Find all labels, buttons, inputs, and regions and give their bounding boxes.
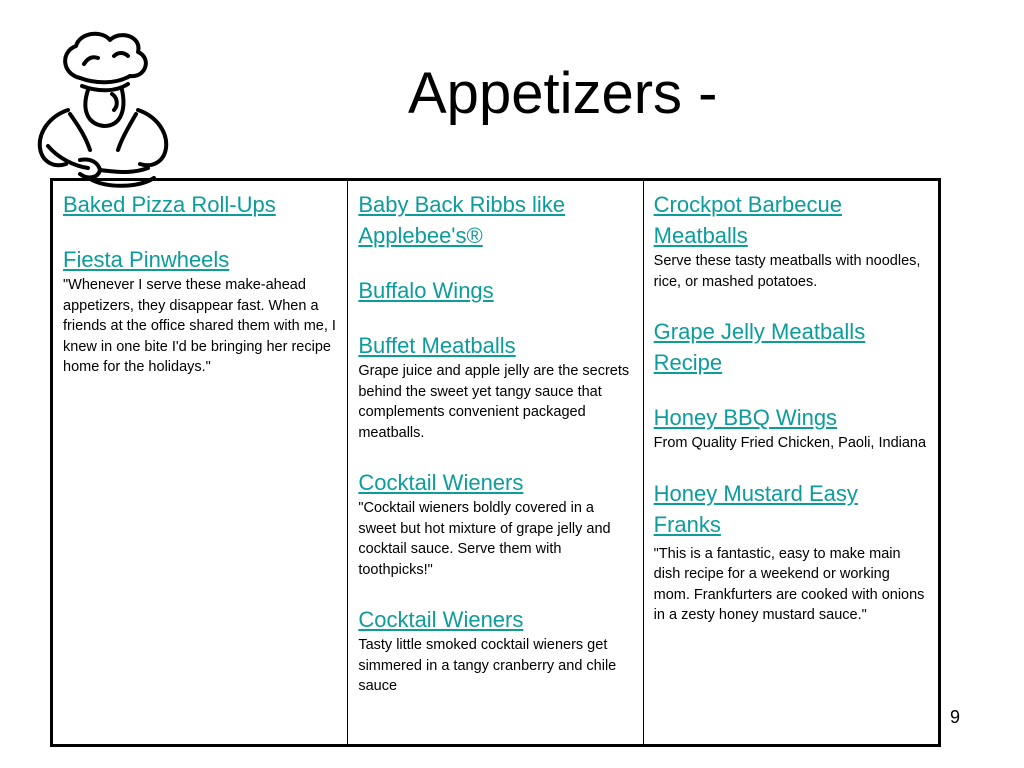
recipe-link-fiesta-pinwheels[interactable]: Fiesta Pinwheels — [63, 247, 230, 272]
slide-title: Appetizers - — [408, 61, 718, 126]
recipe-entry — [358, 467, 632, 580]
recipe-entry — [654, 478, 928, 626]
recipe-description: Grape juice and apple jelly are the secrets behind the sweet yet tangy sauce that complements convenient packaged meatballs. — [358, 363, 630, 441]
recipe-entry — [358, 604, 632, 697]
recipe-entry — [63, 189, 337, 220]
recipe-link-cocktail-wieners-1[interactable]: Cocktail Wieners — [358, 470, 524, 495]
recipe-link-crockpot-barbecue-meatballs[interactable]: Crockpot Barbecue Meatballs — [653, 192, 842, 248]
recipe-link-baked-pizza-roll-ups[interactable]: Baked Pizza Roll-Ups — [63, 192, 276, 217]
recipe-link-buffalo-wings[interactable]: Buffalo Wings — [358, 278, 494, 303]
recipe-entry — [654, 189, 928, 292]
recipe-description: Serve these tasty meatballs with noodles, rice, or mashed potatoes. — [653, 253, 921, 290]
recipe-column-2 — [348, 181, 643, 744]
recipe-description: Tasty little smoked cocktail wieners get simmered in a tangy cranberry and chile sauce — [358, 637, 617, 694]
recipe-description: From Quality Fried Chicken, Paoli, Indiana — [653, 435, 927, 451]
recipe-entry — [358, 189, 632, 251]
recipe-column-3 — [644, 181, 938, 744]
recipe-entry — [654, 402, 928, 454]
recipe-description: "This is a fantastic, easy to make main dish recipe for a weekend or working mom. Frankfurters are cooked with onions in a zesty honey mustard sauce." — [653, 545, 925, 623]
recipe-link-honey-bbq-wings[interactable]: Honey BBQ Wings — [653, 405, 838, 430]
recipe-entry — [63, 244, 337, 378]
recipe-description: "Cocktail wieners boldly covered in a sweet but hot mixture of grape jelly and cocktail sauce. Serve them with toothpicks!" — [358, 500, 611, 578]
recipe-link-honey-mustard-easy-franks[interactable]: Honey Mustard Easy Franks — [653, 480, 858, 537]
recipe-entry — [654, 316, 928, 378]
chef-logo — [28, 28, 174, 190]
recipe-description: "Whenever I serve these make-ahead appetizers, they disappear fast. When a friends at the office shared them with me, I knew in one bite I'd be bringing her recipe home for the holidays." — [63, 277, 336, 375]
page-number: 9 — [950, 707, 961, 727]
recipe-table — [50, 178, 941, 747]
chef-outline-icon — [28, 28, 174, 190]
recipe-link-baby-back-ribbs[interactable]: Baby Back Ribbs like Applebee's® — [358, 192, 565, 248]
recipe-entry — [358, 330, 632, 443]
recipe-column-1 — [53, 181, 348, 744]
recipe-entry — [358, 275, 632, 306]
recipe-link-buffet-meatballs[interactable]: Buffet Meatballs — [358, 333, 516, 358]
recipe-link-cocktail-wieners-2[interactable]: Cocktail Wieners — [358, 607, 524, 632]
recipe-link-grape-jelly-meatballs[interactable]: Grape Jelly Meatballs Recipe — [653, 319, 866, 375]
